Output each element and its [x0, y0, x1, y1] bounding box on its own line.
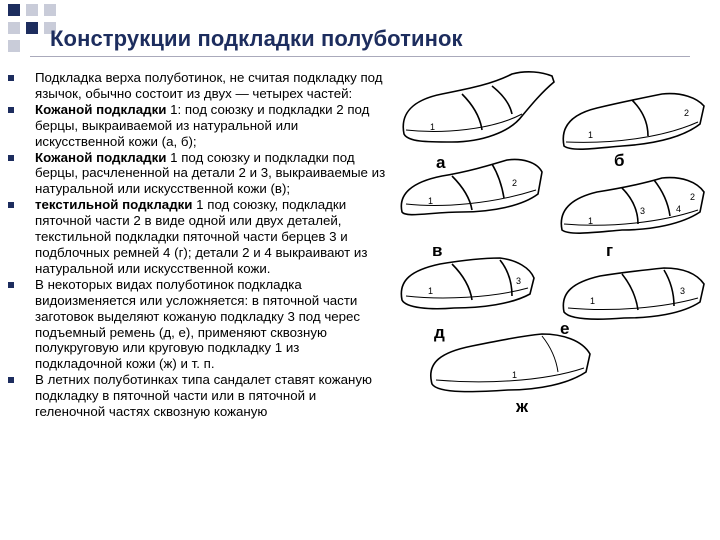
bullet-lead: текстильной подкладки [35, 197, 193, 213]
part-number: 3 [516, 276, 522, 286]
part-number: 4 [676, 204, 682, 214]
part-number: 2 [690, 192, 696, 202]
part-number: 1 [430, 122, 436, 132]
bullet-text: 1 под союзку, подкладки пяточной части 2 в виде одной или двух деталей, текстильной подкладки пяточной части берцев 3 и подблочных ремней 4 (г); детали 2 и 4 выкраивают из натуральной или искусственной кожи. [35, 197, 368, 276]
bullet-icon [8, 75, 14, 81]
figure-label-e: е [560, 319, 570, 338]
deco-square [26, 4, 38, 16]
bullet-text: В летних полуботинках типа сандалет ставят кожаную подкладку в пяточной части или в пяточной и геленочной частях сквозную кожаную [35, 372, 372, 420]
part-number: 1 [512, 370, 518, 380]
title-underline [30, 56, 690, 57]
bullet-icon [8, 202, 14, 208]
part-number: 1 [428, 196, 434, 206]
bullet-icon [8, 107, 14, 113]
figure-label-a: а [436, 153, 446, 172]
part-number: 3 [680, 286, 686, 296]
bullet-text: Подкладка верха полуботинок, не считая подкладку под язычок, обычно состоит из двух — четырех частей: [35, 70, 383, 101]
bullet-lead: Кожаной подкладки [35, 149, 167, 165]
shoe-a-drawing [403, 72, 554, 142]
deco-square [26, 22, 38, 34]
bullet-icon [8, 155, 14, 161]
figure-label-b: б [614, 151, 625, 170]
part-number: 1 [428, 286, 434, 296]
bullet-item [8, 372, 388, 420]
shoe-g-drawing [561, 178, 704, 234]
part-number: 1 [588, 216, 594, 226]
deco-square [8, 4, 20, 16]
deco-square [8, 22, 20, 34]
deco-square [44, 4, 56, 16]
bullet-text: 1: под союзку и подкладки 2 под берцы, выкраиваемой из натуральной или искусственной кожи (а, б); [35, 101, 370, 149]
bullet-item [8, 70, 388, 102]
figure-label-zh: ж [516, 397, 529, 416]
bullet-icon [8, 282, 14, 288]
part-number: 1 [590, 296, 596, 306]
bullet-icon [8, 377, 14, 383]
part-number: 3 [640, 206, 646, 216]
shoe-d-drawing [401, 258, 534, 309]
bullet-text: 1 под союзку и подкладки под берцы, расчлененной на детали 2 и 3, выкраиваемые из натуральной или искусственной кожи (в); [35, 149, 386, 197]
bullet-item [8, 102, 388, 150]
shoe-lining-figure [392, 64, 714, 424]
figure-label-v: в [432, 241, 443, 260]
deco-square [8, 40, 20, 52]
shoe-b-drawing [563, 94, 704, 150]
part-number: 2 [512, 178, 518, 188]
bullet-lead: Кожаной подкладки [35, 101, 167, 117]
part-number: 2 [684, 108, 690, 118]
part-number: 1 [588, 130, 594, 140]
bullet-item [8, 197, 388, 277]
bullet-text: В некоторых видах полуботинок подкладка видоизменяется или усложняется: в пяточной части заготовок выделяют кожаную подкладку 3 под черес подъемный ремень (д, е), применяют сквозную полукруговую или круговую подкладку 1 из подкладочной кожи (ж) и т. п. [35, 276, 361, 372]
bullet-list [8, 70, 388, 420]
figure-label-g: г [606, 241, 614, 260]
bullet-item [8, 277, 388, 372]
shoe-zh-drawing [431, 334, 590, 392]
slide-title: Конструкции подкладки полуботинок [50, 26, 463, 51]
shoe-v-drawing [401, 160, 542, 215]
figure-label-d: д [434, 323, 445, 342]
bullet-item [8, 150, 388, 198]
